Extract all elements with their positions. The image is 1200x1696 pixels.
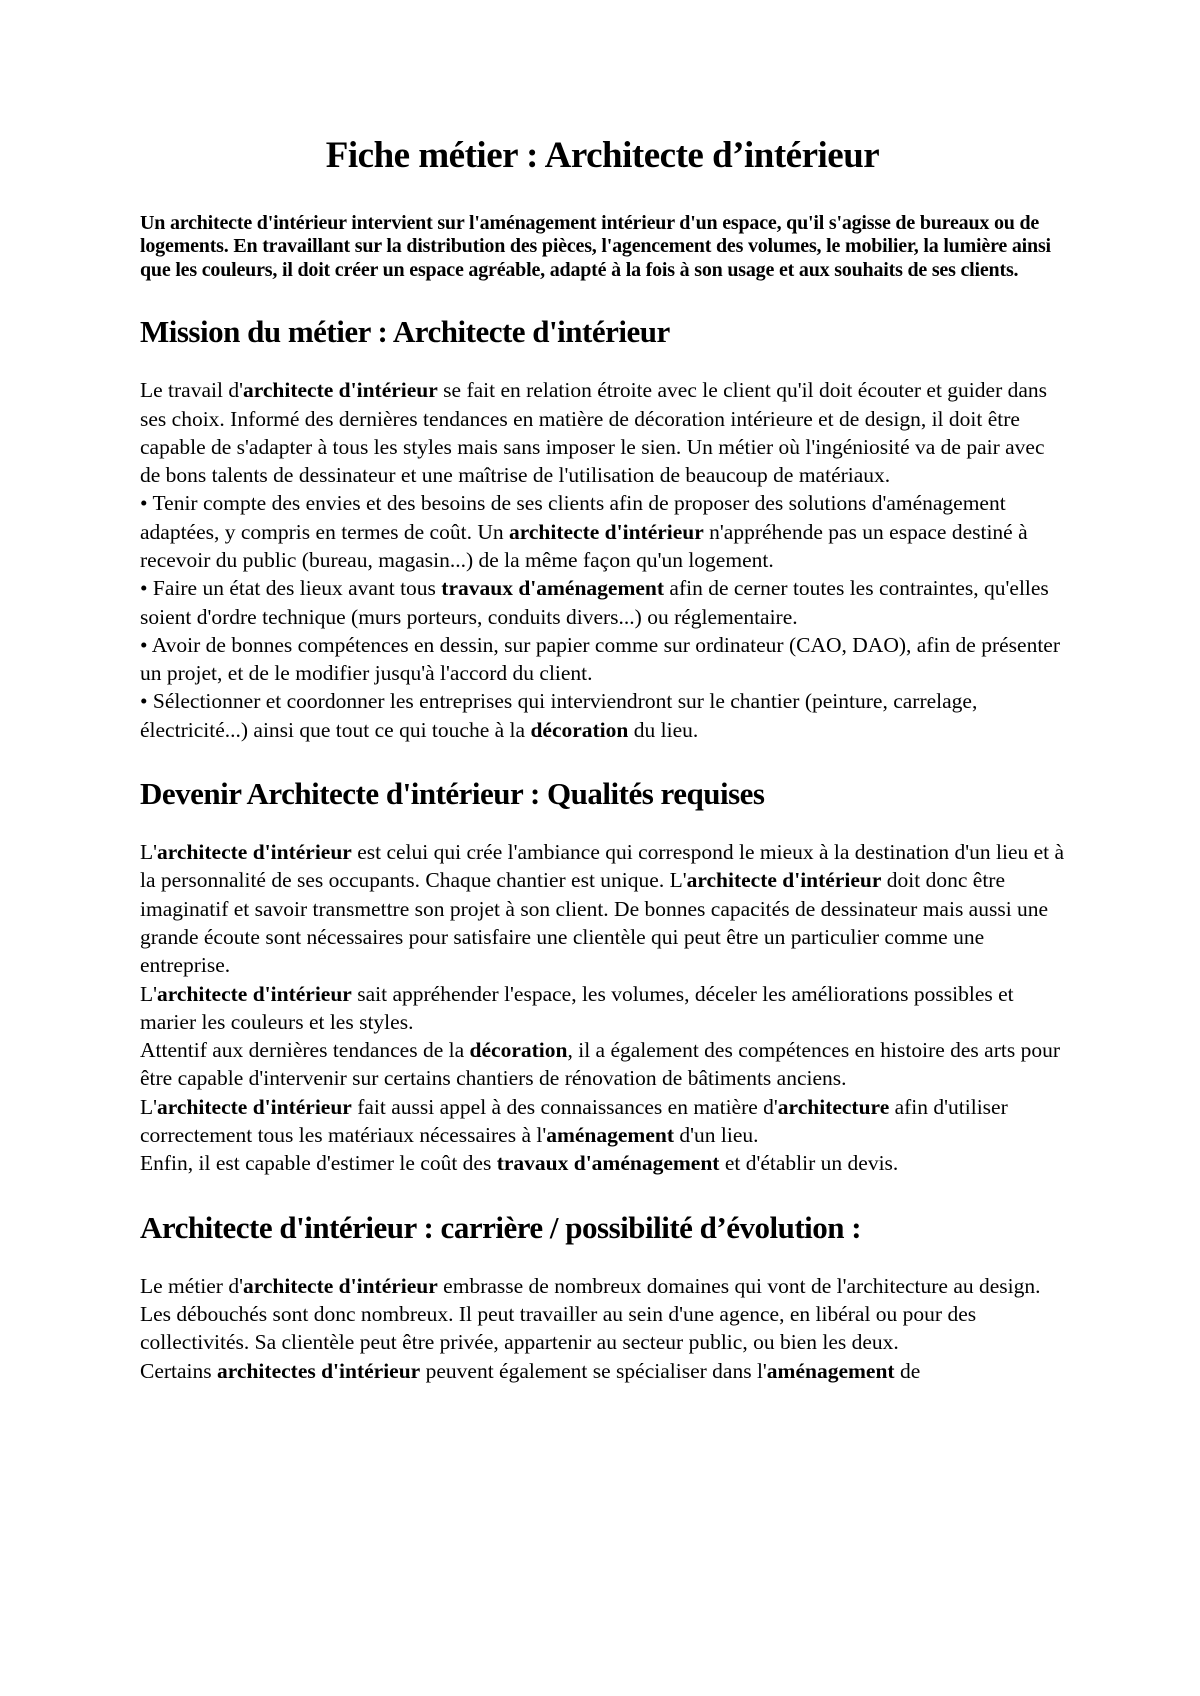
paragraph: • Avoir de bonnes compétences en dessin, sur papier comme sur ordinateur (CAO, DAO), afin de présenter un projet, et de le modifier jusqu'à l'accord du client.	[140, 632, 1061, 686]
bold-run: architecte d'intérieur	[508, 519, 704, 544]
paragraph: Le métier d'architecte d'intérieur embrasse de nombreux domaines qui vont de l'architecture au design. Les débouchés sont donc nombreux. Il peut travailler au sein d'une agence, en libéral ou pour des collectivités. Sa clientèle peut être privée, appartenir au secteur public, ou bien les deux.	[140, 1273, 1041, 1355]
paragraph: • Sélectionner et coordonner les entreprises qui interviendront sur le chantier (peinture, carrelage, électricité...) ainsi que tout ce qui touche à la décoration du lieu.	[140, 689, 978, 742]
document-title: Fiche métier : Architecte d’intérieur	[325, 135, 880, 176]
paragraph: L'architecte d'intérieur sait appréhender l'espace, les volumes, déceler les améliorations possibles et marier les couleurs et les styles.	[140, 981, 1014, 1034]
bold-run: architecte d'intérieur	[157, 1094, 352, 1119]
bold-run: décoration	[469, 1038, 568, 1063]
intro-paragraph	[140, 212, 1065, 282]
paragraph: Enfin, il est capable d'estimer le coût des travaux d'aménagement et d'établir un devis.	[140, 1151, 899, 1176]
bold-run: architecture	[777, 1094, 890, 1119]
bold-run: architectes d'intérieur	[217, 1358, 421, 1383]
bold-run: architecte d'intérieur	[157, 981, 352, 1006]
paragraph: • Faire un état des lieux avant tous travaux d'aménagement afin de cerner toutes les contraintes, qu'elles soient d'ordre technique (murs porteurs, conduits divers...) ou réglementaire.	[140, 576, 1049, 629]
section-body-carriere	[140, 1272, 1065, 1385]
section-body-mission	[140, 376, 1065, 744]
bold-run: aménagement	[546, 1123, 675, 1148]
bold-run: décoration	[530, 717, 629, 742]
paragraph	[140, 212, 1065, 282]
section-heading-mission: Mission du métier : Architecte d'intérieur	[140, 314, 670, 350]
bold-run: Un architecte d'intérieur intervient sur l'aménagement intérieur d'un espace, qu'il s'agisse de bureaux ou de logements. En travaillant sur la distribution des pièces, l'agencement des volumes, le mobilier, la lumière ainsi que les couleurs, il doit créer un espace agréable, adapté à la fois à son usage et aux souhaits de ses clients.	[140, 212, 1051, 281]
bold-run: architecte d'intérieur	[242, 1273, 438, 1298]
bold-run: travaux d'aménagement	[496, 1151, 720, 1176]
paragraph: L'architecte d'intérieur est celui qui crée l'ambiance qui correspond le mieux à la destination d'un lieu et à la personnalité de ses occupants. Chaque chantier est unique. L'architecte d'intérieur doit donc être imaginatif et savoir transmettre son projet à son client. De bonnes capacités de dessinateur mais aussi une grande écoute sont nécessaires pour satisfaire une clientèle qui peut être un particulier comme une entreprise.	[140, 840, 1065, 978]
section-body-qualites	[140, 838, 1065, 1178]
bold-run: architecte d'intérieur	[686, 868, 882, 893]
bold-run: architecte d'intérieur	[242, 378, 438, 403]
paragraph: Le travail d'architecte d'intérieur se fait en relation étroite avec le client qu'il doit écouter et guider dans ses choix. Informé des dernières tendances en matière de décoration intérieure et de design, il doit être capable de s'adapter à tous les styles mais sans imposer le sien. Un métier où l'ingéniosité va de pair avec de bons talents de dessinateur et une maîtrise de l'utilisation de beaucoup de matériaux.	[140, 378, 1048, 488]
paragraph: Attentif aux dernières tendances de la décoration, il a également des compétences en histoire des arts pour être capable d'intervenir sur certains chantiers de rénovation de bâtiments anciens.	[140, 1038, 1061, 1091]
bold-run: architecte d'intérieur	[157, 840, 352, 865]
section-carriere	[140, 1208, 1065, 1385]
section-mission	[140, 312, 1065, 744]
section-heading-qualites: Devenir Architecte d'intérieur : Qualités requises	[140, 776, 765, 812]
paragraph: L'architecte d'intérieur fait aussi appel à des connaissances en matière d'architecture afin d'utiliser correctement tous les matériaux nécessaires à l'aménagement d'un lieu.	[140, 1094, 1008, 1148]
section-heading-carriere: Architecte d'intérieur : carrière / possibilité d’évolution :	[140, 1209, 862, 1245]
bold-run: aménagement	[766, 1358, 895, 1383]
section-qualites	[140, 774, 1065, 1178]
bold-run: travaux d'aménagement	[441, 576, 665, 601]
paragraph: • Tenir compte des envies et des besoins de ses clients afin de proposer des solutions d'aménagement adaptées, y compris en termes de coût. Un architecte d'intérieur n'appréhende pas un espace destiné à recevoir du public (bureau, magasin...) de la même façon qu'un logement.	[140, 491, 1028, 572]
paragraph: Certains architectes d'intérieur peuvent également se spécialiser dans l'aménagement de	[140, 1358, 921, 1383]
